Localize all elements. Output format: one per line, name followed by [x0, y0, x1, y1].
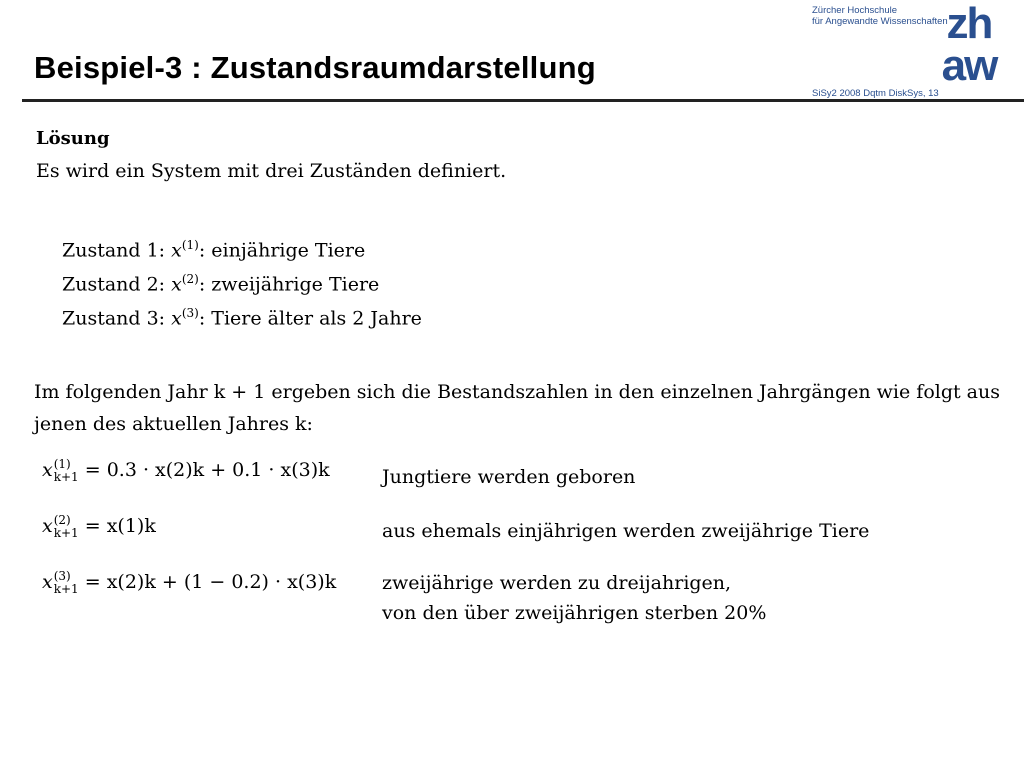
state-index: (2)	[181, 272, 199, 286]
equation-2-desc: aus ehemals einjährigen werden zweijährige Tiere	[382, 520, 870, 542]
state-var: x	[171, 239, 182, 262]
state-desc: : einjährige Tiere	[198, 239, 366, 262]
explanation-paragraph: Im folgenden Jahr k + 1 ergeben sich die Bestandszahlen in den einzelnen Jahrgängen wie folgt aus jenen des aktuellen Jahres k:	[34, 381, 1000, 435]
eq2-lhs-index: (2) k+1	[53, 513, 79, 540]
equation-1-desc: Jungtiere werden geboren	[382, 466, 636, 488]
institution-line-2: für Angewandte Wissenschaften	[812, 16, 948, 27]
institution-line-1: Zürcher Hochschule	[812, 5, 898, 16]
logo-text-bottom: aw	[941, 41, 997, 84]
state-desc: : zweijährige Tiere	[198, 273, 380, 296]
equation-3-desc	[382, 568, 766, 628]
course-reference: SiSy2 2008 Dqtm DiskSys, 13	[812, 88, 939, 99]
eq3-lhs-index: (3) k+1	[53, 569, 79, 596]
state-row-3	[62, 306, 422, 329]
state-label: Zustand 2:	[62, 273, 166, 296]
state-desc: : Tiere älter als 2 Jahre	[198, 307, 422, 330]
equation-1: x (1) k+1 = 0.3 · x(2)k + 0.1 · x(3)k	[42, 457, 330, 484]
state-index: (3)	[181, 306, 199, 320]
state-label: Zustand 1:	[62, 239, 166, 262]
state-index: (1)	[181, 238, 199, 252]
state-row-1	[62, 238, 365, 261]
state-label: Zustand 3:	[62, 307, 166, 330]
header-rule	[22, 99, 1024, 102]
zhaw-logo	[932, 2, 1006, 84]
eq2-rhs: = x(1)k	[84, 515, 156, 537]
eq3-desc-line-1: zweijährige werden zu dreijahrigen,	[382, 572, 732, 594]
eq1-rhs: = 0.3 · x(2)k + 0.1 · x(3)k	[84, 459, 330, 481]
solution-heading: Lösung	[36, 128, 110, 149]
intro-text: Es wird ein System mit drei Zuständen definiert.	[36, 160, 507, 182]
state-row-2	[62, 272, 379, 295]
eq1-lhs-index: (1) k+1	[53, 457, 79, 484]
logo-text-top: zh	[946, 2, 992, 48]
eq3-rhs: = x(2)k + (1 − 0.2) · x(3)k	[84, 571, 337, 593]
state-var: x	[171, 307, 182, 330]
eq3-desc-line-2: von den über zweijährigen sterben 20%	[382, 602, 767, 624]
equation-3: x (3) k+1 = x(2)k + (1 − 0.2) · x(3)k	[42, 569, 337, 596]
institution-name	[812, 5, 948, 27]
page-title: Beispiel-3 : Zustandsraumdarstellung	[34, 50, 596, 85]
state-var: x	[171, 273, 182, 296]
equation-2: x (2) k+1 = x(1)k	[42, 513, 156, 540]
